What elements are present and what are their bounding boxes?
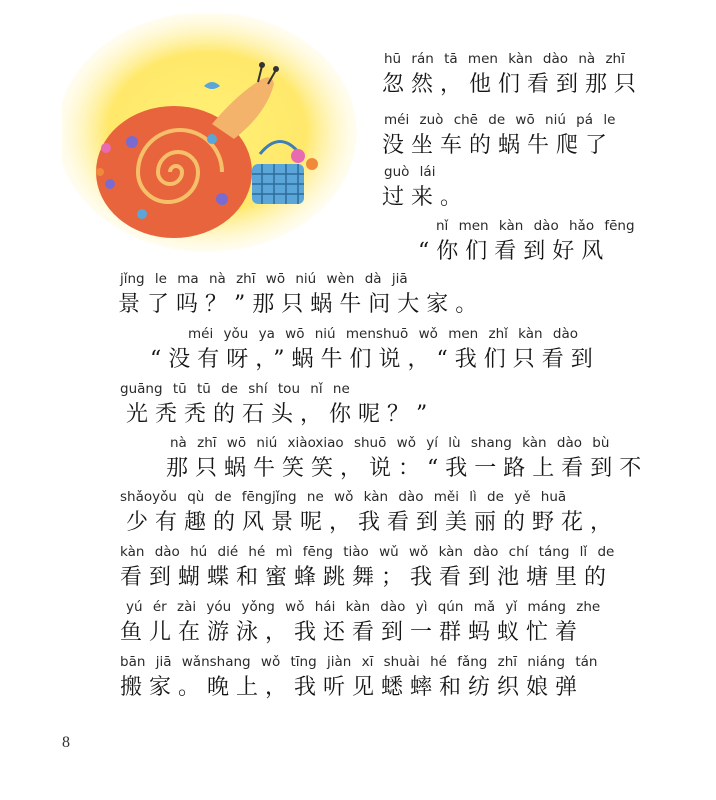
hanzi-line-7: 光秃秃的石头，你呢？”	[126, 402, 435, 427]
pinyin-line-7: guāng tū tū de shí tou nǐ ne	[120, 381, 350, 397]
pinyin-line-6: méi yǒu ya wō niú menshuō wǒ men zhǐ kàn dào	[188, 326, 578, 342]
pinyin-line-1: hū rán tā men kàn dào nà zhī	[384, 51, 625, 67]
hanzi-line-3: 过来。	[382, 185, 470, 210]
hanzi-line-11: 鱼儿在游泳，我还看到一群蚂蚁忙着	[120, 620, 585, 645]
hanzi-line-8: 那只蜗牛笑笑，说：“我一路上看到不	[166, 456, 649, 481]
hanzi-line-9: 少有趣的风景呢，我看到美丽的野花，	[126, 510, 620, 535]
pinyin-line-8: nà zhī wō niú xiàoxiao shuō wǒ yí lù shang kàn dào bù	[170, 435, 610, 451]
pinyin-line-4: nǐ men kàn dào hǎo fēng	[436, 218, 635, 234]
hanzi-line-4: “你们看到好风	[418, 239, 611, 264]
pinyin-line-2: méi zuò chē de wō niú pá le	[384, 112, 616, 128]
pinyin-line-12: bān jiā wǎnshang wǒ tīng jiàn xī shuài hé fǎng zhī niáng tán	[120, 654, 598, 670]
pinyin-line-5: jǐng le ma nà zhī wō niú wèn dà jiā	[120, 271, 408, 287]
pinyin-line-11: yú ér zài yóu yǒng wǒ hái kàn dào yì qún mǎ yǐ máng zhe	[126, 599, 601, 615]
snail-illustration	[62, 14, 362, 254]
hanzi-line-12: 搬家。晚上，我听见蟋蟀和纺织娘弹	[120, 675, 585, 700]
hanzi-line-1: 忽然，他们看到那只	[382, 72, 644, 97]
page-number: 8	[62, 734, 70, 751]
hanzi-line-2: 没坐车的蜗牛爬了	[382, 133, 615, 158]
pinyin-line-3: guò lái	[384, 164, 436, 180]
hanzi-line-10: 看到蝴蝶和蜜蜂跳舞；我看到池塘里的	[120, 565, 614, 590]
pinyin-line-9: shǎoyǒu qù de fēngjǐng ne wǒ kàn dào měi lì de yě huā	[120, 489, 567, 505]
hanzi-line-6: “没有呀，”蜗牛们说，“我们只看到	[150, 347, 600, 372]
hanzi-line-5: 景了吗？”那只蜗牛问大家。	[118, 292, 485, 317]
pinyin-line-10: kàn dào hú dié hé mì fēng tiào wǔ wǒ kàn dào chí táng lǐ de	[120, 544, 615, 560]
